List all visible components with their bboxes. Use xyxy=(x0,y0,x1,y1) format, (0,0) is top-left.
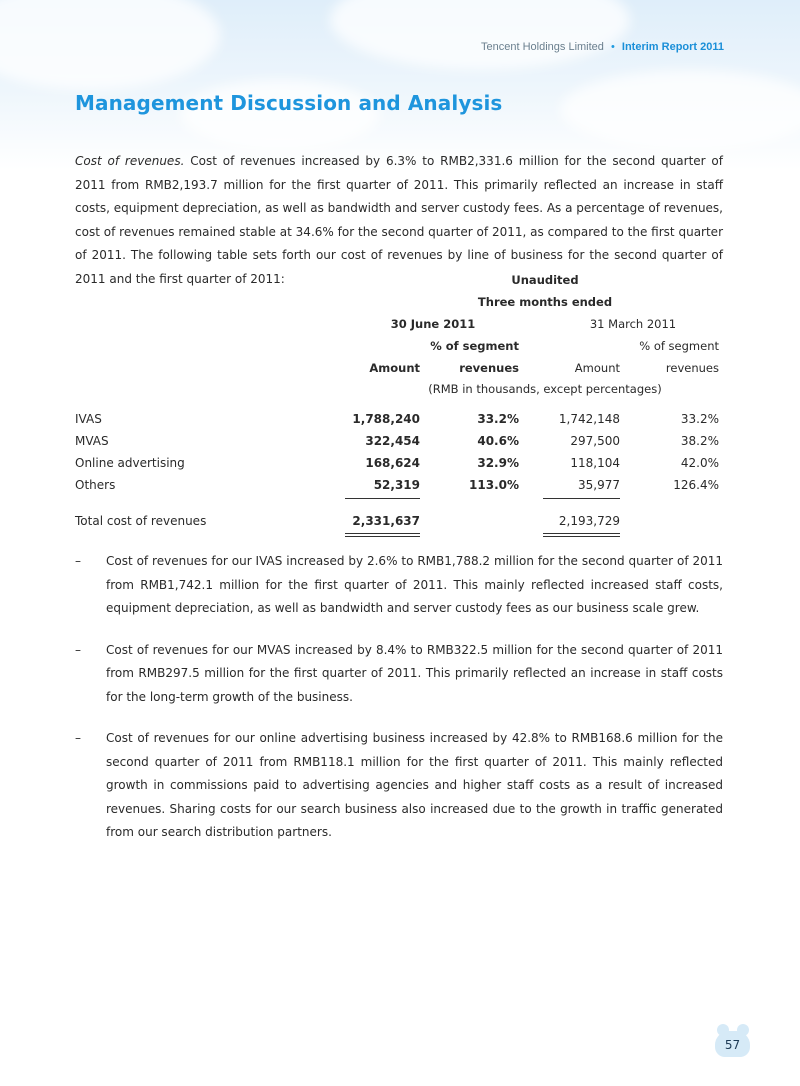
total-row xyxy=(75,514,723,534)
row-label: IVAS xyxy=(75,412,102,426)
subtotal-rule-q2 xyxy=(345,498,420,499)
q2-amount: 1,788,240 xyxy=(352,412,420,426)
bullet-dash: – xyxy=(75,554,81,568)
table-status: Unaudited xyxy=(511,273,579,287)
report-name: Interim Report 2011 xyxy=(621,41,724,53)
row-label: Online advertising xyxy=(75,456,185,470)
bullet-text: Cost of revenues for our online advertising business increased by 42.8% to RMB168.6 million for the second quarter of 2011 from RMB118.1 million for the first quarter of 2011. This mainly reflected growth in commissions paid to advertising agencies and higher staff costs as a result of increased revenues. Sharing costs for our search business also increased due to the growth in traffic generated from our search distribution partners. xyxy=(106,731,723,839)
q1-percent: 38.2% xyxy=(680,434,719,448)
row-label: Others xyxy=(75,478,116,492)
row-label: MVAS xyxy=(75,434,109,448)
table-row xyxy=(75,456,723,476)
q2-pct-header-line1: % of segment xyxy=(430,339,519,353)
q1-percent: 126.4% xyxy=(673,478,719,492)
bullet-text: Cost of revenues for our MVAS increased by 8.4% to RMB322.5 million for the second quarter of 2011 from RMB297.5 million for the first quarter of 2011. This primarily reflected an increase in staff costs for the long-term growth of the business. xyxy=(106,642,723,704)
subtotal-rule-q1 xyxy=(543,498,620,499)
intro-lead: Cost of revenues. xyxy=(75,154,185,168)
total-double-rule-q2-top xyxy=(345,533,420,534)
bullet-dash: – xyxy=(75,731,81,745)
list-item xyxy=(75,727,723,845)
table-row xyxy=(75,478,723,498)
total-double-rule-q2-bottom xyxy=(345,536,420,537)
cloud-decoration xyxy=(330,0,630,70)
q1-pct-header-line2: revenues xyxy=(665,361,719,375)
q1-amount: 1,742,148 xyxy=(558,412,620,426)
running-header xyxy=(481,41,724,53)
header-separator: • xyxy=(610,41,615,53)
q1-amount-header: Amount xyxy=(574,361,620,375)
q1-amount: 35,977 xyxy=(578,478,620,492)
company-name: Tencent Holdings Limited xyxy=(481,41,604,53)
total-q2-amount: 2,331,637 xyxy=(352,514,420,528)
intro-paragraph xyxy=(75,150,723,291)
q2-percent: 33.2% xyxy=(477,412,519,426)
q2-percent: 32.9% xyxy=(477,456,519,470)
q2-amount: 322,454 xyxy=(365,434,420,448)
total-double-rule-q1-top xyxy=(543,533,620,534)
list-item xyxy=(75,639,723,710)
q1-amount: 118,104 xyxy=(570,456,620,470)
q2-percent: 40.6% xyxy=(477,434,519,448)
q2-amount: 168,624 xyxy=(365,456,420,470)
q2-amount: 52,319 xyxy=(373,478,420,492)
q2-pct-header-line2: revenues xyxy=(459,361,519,375)
q1-amount: 297,500 xyxy=(570,434,620,448)
column-q1-header: 31 March 2011 xyxy=(589,317,677,331)
bullet-list xyxy=(75,550,723,863)
table-row xyxy=(75,412,723,432)
page-title: Management Discussion and Analysis xyxy=(75,91,503,115)
q2-percent: 113.0% xyxy=(469,478,519,492)
column-q2-header: 30 June 2011 xyxy=(390,317,476,331)
bullet-text: Cost of revenues for our IVAS increased by 2.6% to RMB1,788.2 million for the second quarter of 2011 from RMB1,742.1 million for the first quarter of 2011. This mainly reflected increased staff costs, equipment depreciation, as well as bandwidth and server custody fees as our business scale grew. xyxy=(106,554,723,615)
intro-text: Cost of revenues increased by 6.3% to RMB2,331.6 million for the second quarter of 2011 from RMB2,193.7 million for the first quarter of 2011. This primarily reflected an increase in staff costs, equipment depreciation, as well as bandwidth and server custody fees. As a percentage of revenues, cost of revenues remained stable at 34.6% for the second quarter of 2011, as compared to the first quarter of 2011. The following table sets forth our cost of revenues by line of business for the second quarter of 2011 and the first quarter of 2011: xyxy=(75,154,723,286)
q2-amount-header: Amount xyxy=(369,361,420,375)
cloud-decoration xyxy=(560,70,800,150)
total-double-rule-q1-bottom xyxy=(543,536,620,537)
cloud-decoration xyxy=(0,0,220,90)
q1-percent: 42.0% xyxy=(680,456,719,470)
table-units-note: (RMB in thousands, except percentages) xyxy=(428,382,662,396)
table-row xyxy=(75,434,723,454)
list-item xyxy=(75,550,723,621)
page-number: 57 xyxy=(715,1031,750,1057)
q1-percent: 33.2% xyxy=(680,412,719,426)
total-q1-amount: 2,193,729 xyxy=(558,514,620,528)
total-label: Total cost of revenues xyxy=(75,514,207,528)
q1-pct-header-line1: % of segment xyxy=(639,339,719,353)
table-period: Three months ended xyxy=(477,295,613,309)
bullet-dash: – xyxy=(75,642,81,657)
